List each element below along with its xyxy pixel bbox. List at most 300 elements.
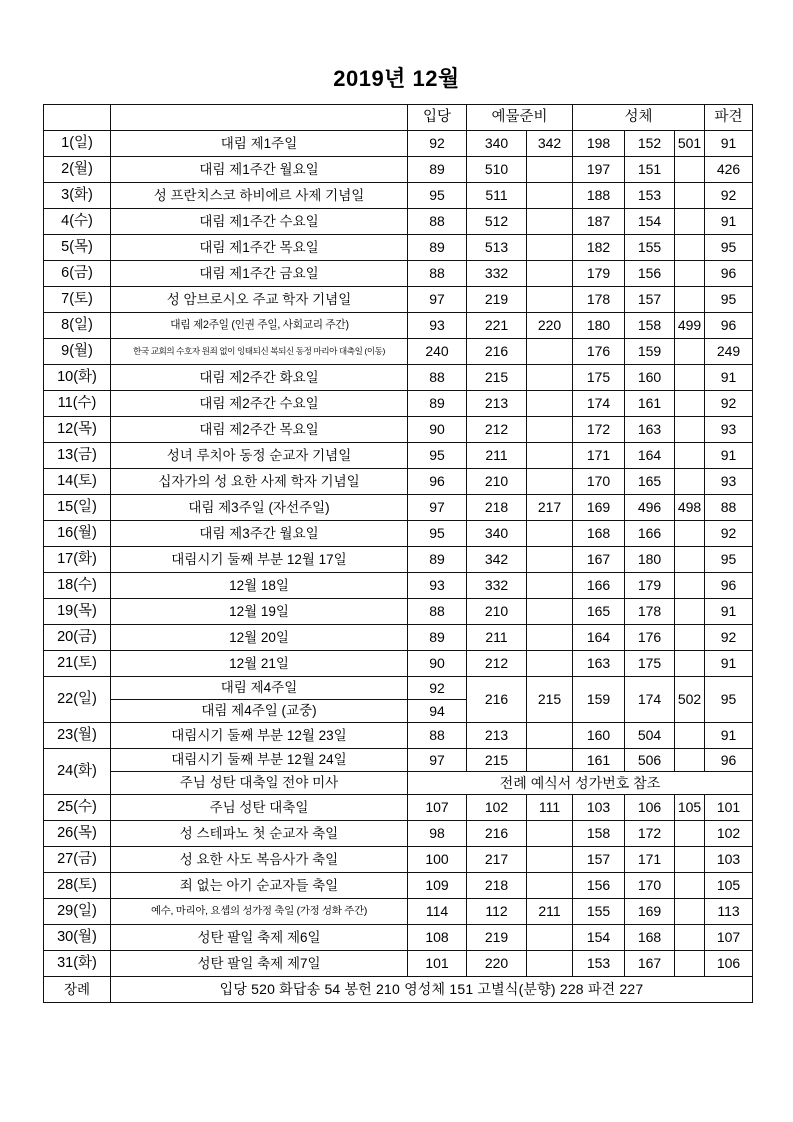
- header-date: [44, 105, 111, 131]
- row-hymn-number: 90: [408, 651, 467, 677]
- row-hymn-empty: [527, 625, 573, 651]
- row-hymn-empty: [675, 951, 705, 977]
- row-hymn-empty: [675, 209, 705, 235]
- header-entrance: 입당: [408, 105, 467, 131]
- row-hymn-number: 160: [625, 365, 675, 391]
- table-row: [44, 795, 753, 821]
- row-hymn-number: 112: [467, 899, 527, 925]
- row-hymn-number: 89: [408, 157, 467, 183]
- row-hymn-number: 175: [625, 651, 675, 677]
- row-hymn-number: 240: [408, 339, 467, 365]
- row-celebration-name: 대림 제1주일: [111, 131, 408, 157]
- row-hymn-empty: [527, 749, 573, 772]
- row-hymn-number: 187: [573, 209, 625, 235]
- row-hymn-number: 106: [625, 795, 675, 821]
- row-hymn-empty: [527, 651, 573, 677]
- row-hymn-number: 93: [705, 417, 753, 443]
- row-date: 26(목): [44, 821, 111, 847]
- row-hymn-number: 215: [467, 749, 527, 772]
- table-row: [44, 547, 753, 573]
- row-celebration-name: 대림 제3주일 (자선주일): [111, 495, 408, 521]
- table-row: [44, 131, 753, 157]
- row-hymn-number: 100: [408, 847, 467, 873]
- row-hymn-number: 211: [467, 443, 527, 469]
- row-hymn-number: 332: [467, 573, 527, 599]
- row-hymn-number: 105: [705, 873, 753, 899]
- row-hymn-empty: [527, 925, 573, 951]
- row-hymn-number: 172: [573, 417, 625, 443]
- row-hymn-number: 212: [467, 651, 527, 677]
- row-hymn-number: 92: [705, 183, 753, 209]
- row-hymn-empty: [675, 573, 705, 599]
- row-hymn-number: 169: [625, 899, 675, 925]
- table-row-24a: [44, 749, 753, 772]
- row-hymn-number: 182: [573, 235, 625, 261]
- row-date: 27(금): [44, 847, 111, 873]
- row-hymn-number: 88: [408, 261, 467, 287]
- table-row: [44, 951, 753, 977]
- row-hymn-number: 155: [625, 235, 675, 261]
- row-celebration-name: 죄 없는 아기 순교자들 축일: [111, 873, 408, 899]
- header-name: [111, 105, 408, 131]
- row-hymn-number: 92: [408, 131, 467, 157]
- table-footer-row: [44, 977, 753, 1003]
- row-hymn-number: 178: [573, 287, 625, 313]
- row-hymn-empty: [527, 547, 573, 573]
- row-hymn-number: 95: [705, 677, 753, 723]
- row-hymn-number: 219: [467, 925, 527, 951]
- row-hymn-empty: [675, 925, 705, 951]
- row-hymn-empty: [527, 339, 573, 365]
- row-hymn-empty: [527, 391, 573, 417]
- row-hymn-number: 221: [467, 313, 527, 339]
- row-hymn-number: 174: [573, 391, 625, 417]
- row-hymn-number: 216: [467, 821, 527, 847]
- row-hymn-number: 96: [408, 469, 467, 495]
- row-celebration-name: 대림 제1주간 수요일: [111, 209, 408, 235]
- table-row: [44, 261, 753, 287]
- row-hymn-empty: [527, 235, 573, 261]
- row-date: 17(화): [44, 547, 111, 573]
- table-row: [44, 521, 753, 547]
- row-date: 30(월): [44, 925, 111, 951]
- row-hymn-number: 96: [705, 313, 753, 339]
- row-hymn-number: 107: [408, 795, 467, 821]
- table-row: [44, 899, 753, 925]
- row-hymn-empty: [527, 723, 573, 749]
- liturgical-hymn-table: [43, 104, 753, 1003]
- row-celebration-name: 성 요한 사도 복음사가 축일: [111, 847, 408, 873]
- row-hymn-number: 97: [408, 287, 467, 313]
- row-date: 16(월): [44, 521, 111, 547]
- row-date: 1(일): [44, 131, 111, 157]
- row-hymn-number: 108: [408, 925, 467, 951]
- row-hymn-number: 98: [408, 821, 467, 847]
- page-title: 2019년 12월: [333, 66, 460, 91]
- row-celebration-name: 대림시기 둘째 부분 12월 17일: [111, 547, 408, 573]
- row-hymn-number: 496: [625, 495, 675, 521]
- row-hymn-number: 213: [467, 391, 527, 417]
- row-celebration-name: 12월 19일: [111, 599, 408, 625]
- row-hymn-empty: [675, 287, 705, 313]
- row-celebration-name: 대림시기 둘째 부분 12월 23일: [111, 723, 408, 749]
- row-date: 31(화): [44, 951, 111, 977]
- row-hymn-number: 164: [573, 625, 625, 651]
- row-hymn-number: 220: [467, 951, 527, 977]
- row-hymn-number: 161: [573, 749, 625, 772]
- row-hymn-empty: [675, 391, 705, 417]
- row-hymn-number: 103: [573, 795, 625, 821]
- row-hymn-number: 102: [705, 821, 753, 847]
- row-hymn-empty: [527, 417, 573, 443]
- row-hymn-number: 96: [705, 261, 753, 287]
- row-hymn-number: 95: [705, 547, 753, 573]
- row-hymn-empty: [675, 417, 705, 443]
- row-hymn-number: 426: [705, 157, 753, 183]
- table-row: [44, 599, 753, 625]
- row-celebration-name: 주님 성탄 대축일: [111, 795, 408, 821]
- header-row: [44, 105, 753, 131]
- row-hymn-number: 166: [573, 573, 625, 599]
- table-row: [44, 287, 753, 313]
- row-celebration-name: 십자가의 성 요한 사제 학자 기념일: [111, 469, 408, 495]
- row-date: 13(금): [44, 443, 111, 469]
- row-hymn-number: 179: [625, 573, 675, 599]
- row-hymn-number: 96: [705, 573, 753, 599]
- table-row: [44, 235, 753, 261]
- row-hymn-number: 93: [705, 469, 753, 495]
- row-hymn-number: 174: [625, 677, 675, 723]
- row-hymn-number: 91: [705, 599, 753, 625]
- row-hymn-number: 342: [467, 547, 527, 573]
- row-date: 23(월): [44, 723, 111, 749]
- row-hymn-number: 91: [705, 209, 753, 235]
- row-hymn-number: 88: [408, 365, 467, 391]
- row-hymn-number: 513: [467, 235, 527, 261]
- row-hymn-number: 94: [408, 700, 467, 723]
- row-hymn-empty: [675, 183, 705, 209]
- row-hymn-number: 168: [573, 521, 625, 547]
- row-hymn-number: 340: [467, 131, 527, 157]
- row-hymn-number: 499: [675, 313, 705, 339]
- row-hymn-number: 101: [408, 951, 467, 977]
- row-celebration-name: 대림 제4주일: [111, 677, 408, 700]
- row-date: 12(목): [44, 417, 111, 443]
- row-hymn-number: 111: [527, 795, 573, 821]
- row-hymn-number: 340: [467, 521, 527, 547]
- row-hymn-number: 161: [625, 391, 675, 417]
- row-date: 28(토): [44, 873, 111, 899]
- row-hymn-number: 158: [625, 313, 675, 339]
- row-hymn-number: 153: [573, 951, 625, 977]
- row-hymn-number: 342: [527, 131, 573, 157]
- row-celebration-name: 대림시기 둘째 부분 12월 24일: [111, 749, 408, 772]
- table-row: [44, 873, 753, 899]
- row-hymn-number: 504: [625, 723, 675, 749]
- row-celebration-name: 성탄 팔일 축제 제6일: [111, 925, 408, 951]
- row-hymn-number: 157: [625, 287, 675, 313]
- table-row: [44, 847, 753, 873]
- row-date: 9(월): [44, 339, 111, 365]
- row-date: 21(토): [44, 651, 111, 677]
- row-hymn-number: 95: [408, 183, 467, 209]
- row-hymn-number: 91: [705, 131, 753, 157]
- row-hymn-number: 179: [573, 261, 625, 287]
- row-hymn-empty: [527, 261, 573, 287]
- row-hymn-number: 101: [705, 795, 753, 821]
- row-hymn-empty: [675, 365, 705, 391]
- row-hymn-number: 93: [408, 313, 467, 339]
- row-hymn-empty: [675, 651, 705, 677]
- row-hymn-number: 167: [625, 951, 675, 977]
- row-hymn-number: 156: [625, 261, 675, 287]
- row-hymn-number: 96: [705, 749, 753, 772]
- row-hymn-number: 91: [705, 365, 753, 391]
- row-hymn-number: 211: [467, 625, 527, 651]
- table-row: [44, 573, 753, 599]
- row-hymn-empty: [527, 873, 573, 899]
- row-celebration-name: 대림 제2주간 화요일: [111, 365, 408, 391]
- row-hymn-number: 154: [625, 209, 675, 235]
- row-hymn-number: 216: [467, 339, 527, 365]
- row-hymn-number: 97: [408, 749, 467, 772]
- row-celebration-name: 대림 제4주일 (교중): [111, 700, 408, 723]
- row-hymn-number: 95: [705, 287, 753, 313]
- row-date: 6(금): [44, 261, 111, 287]
- row-celebration-name: 주님 성탄 대축일 전야 미사: [111, 772, 408, 795]
- row-hymn-number: 502: [675, 677, 705, 723]
- row-hymn-number: 216: [467, 677, 527, 723]
- table-row: [44, 313, 753, 339]
- row-hymn-empty: [527, 209, 573, 235]
- row-hymn-empty: [675, 157, 705, 183]
- row-hymn-empty: [675, 723, 705, 749]
- row-hymn-empty: [527, 157, 573, 183]
- row-hymn-number: 211: [527, 899, 573, 925]
- row-hymn-empty: [527, 469, 573, 495]
- row-date: 25(수): [44, 795, 111, 821]
- row-hymn-number: 88: [705, 495, 753, 521]
- row-hymn-number: 215: [467, 365, 527, 391]
- row-hymn-number: 114: [408, 899, 467, 925]
- row-hymn-number: 180: [573, 313, 625, 339]
- row-hymn-number: 153: [625, 183, 675, 209]
- row-hymn-number: 220: [527, 313, 573, 339]
- row-celebration-name: 대림 제2주간 목요일: [111, 417, 408, 443]
- row-hymn-number: 501: [675, 131, 705, 157]
- row-hymn-number: 171: [573, 443, 625, 469]
- row-hymn-empty: [675, 443, 705, 469]
- row-date: 24(화): [44, 749, 111, 795]
- row-hymn-number: 91: [705, 723, 753, 749]
- row-hymn-number: 159: [625, 339, 675, 365]
- row-hymn-number: 510: [467, 157, 527, 183]
- row-hymn-number: 198: [573, 131, 625, 157]
- row-hymn-number: 107: [705, 925, 753, 951]
- row-hymn-number: 332: [467, 261, 527, 287]
- footer-text: 입당 520 화답송 54 봉헌 210 영성체 151 고별식(분향) 228 파견 227: [111, 977, 753, 1003]
- table-row-22a: [44, 677, 753, 700]
- table-row: [44, 625, 753, 651]
- row-hymn-number: 170: [625, 873, 675, 899]
- row-date: 5(목): [44, 235, 111, 261]
- row-date: 20(금): [44, 625, 111, 651]
- row-hymn-empty: [527, 521, 573, 547]
- row-hymn-number: 95: [705, 235, 753, 261]
- row-celebration-name: 한국 교회의 수호자 원죄 없이 잉태되신 복되신 동정 마리아 대축일 (이동): [111, 339, 408, 365]
- row-hymn-empty: [675, 873, 705, 899]
- row-hymn-number: 159: [573, 677, 625, 723]
- row-hymn-number: 92: [705, 625, 753, 651]
- footer-label: 장례: [44, 977, 111, 1003]
- row-date: 2(월): [44, 157, 111, 183]
- row-hymn-number: 171: [625, 847, 675, 873]
- row-hymn-empty: [527, 951, 573, 977]
- row-hymn-number: 176: [573, 339, 625, 365]
- row-hymn-number: 163: [573, 651, 625, 677]
- row-hymn-number: 91: [705, 443, 753, 469]
- row-date: 29(일): [44, 899, 111, 925]
- row-hymn-number: 89: [408, 391, 467, 417]
- row-hymn-empty: [675, 339, 705, 365]
- row-hymn-empty: [675, 599, 705, 625]
- row-hymn-number: 105: [675, 795, 705, 821]
- row-hymn-number: 188: [573, 183, 625, 209]
- row-hymn-number: 155: [573, 899, 625, 925]
- table-row: [44, 157, 753, 183]
- row-date: 10(화): [44, 365, 111, 391]
- row-celebration-name: 12월 20일: [111, 625, 408, 651]
- row-celebration-name: 성탄 팔일 축제 제7일: [111, 951, 408, 977]
- row-hymn-empty: [675, 899, 705, 925]
- row-hymn-number: 164: [625, 443, 675, 469]
- row-date: 3(화): [44, 183, 111, 209]
- row-hymn-note: 전례 예식서 성가번호 참조: [408, 772, 753, 795]
- row-hymn-empty: [675, 547, 705, 573]
- row-hymn-number: 213: [467, 723, 527, 749]
- table-body: [44, 131, 753, 1003]
- row-date: 7(토): [44, 287, 111, 313]
- row-date: 19(목): [44, 599, 111, 625]
- row-hymn-number: 156: [573, 873, 625, 899]
- row-hymn-empty: [527, 443, 573, 469]
- row-hymn-number: 157: [573, 847, 625, 873]
- table-row: [44, 339, 753, 365]
- row-hymn-empty: [527, 599, 573, 625]
- row-hymn-empty: [675, 469, 705, 495]
- row-celebration-name: 대림 제2주간 수요일: [111, 391, 408, 417]
- row-hymn-number: 511: [467, 183, 527, 209]
- row-celebration-name: 대림 제1주간 금요일: [111, 261, 408, 287]
- row-hymn-empty: [675, 261, 705, 287]
- row-hymn-number: 151: [625, 157, 675, 183]
- row-hymn-empty: [527, 573, 573, 599]
- row-hymn-number: 170: [573, 469, 625, 495]
- row-hymn-number: 176: [625, 625, 675, 651]
- row-hymn-number: 498: [675, 495, 705, 521]
- row-hymn-empty: [527, 183, 573, 209]
- row-celebration-name: 대림 제2주일 (인권 주일, 사회교리 주간): [115, 313, 403, 339]
- row-hymn-number: 103: [705, 847, 753, 873]
- row-hymn-number: 175: [573, 365, 625, 391]
- row-hymn-number: 102: [467, 795, 527, 821]
- row-hymn-number: 97: [408, 495, 467, 521]
- table-row: [44, 925, 753, 951]
- row-hymn-number: 154: [573, 925, 625, 951]
- row-date: 8(일): [44, 313, 111, 339]
- table-row: [44, 495, 753, 521]
- header-dismissal: 파견: [705, 105, 753, 131]
- row-hymn-number: 92: [705, 391, 753, 417]
- table-row: [44, 417, 753, 443]
- row-celebration-name: 예수, 마리아, 요셉의 성가정 축일 (가정 성화 주간): [111, 899, 408, 925]
- row-hymn-number: 168: [625, 925, 675, 951]
- row-hymn-number: 92: [408, 677, 467, 700]
- row-hymn-number: 249: [705, 339, 753, 365]
- row-hymn-number: 167: [573, 547, 625, 573]
- row-hymn-number: 215: [527, 677, 573, 723]
- row-hymn-number: 152: [625, 131, 675, 157]
- row-celebration-name: 대림 제1주간 목요일: [111, 235, 408, 261]
- row-hymn-number: 219: [467, 287, 527, 313]
- row-hymn-empty: [527, 365, 573, 391]
- row-hymn-number: 89: [408, 235, 467, 261]
- row-hymn-number: 210: [467, 469, 527, 495]
- table-row: [44, 183, 753, 209]
- row-hymn-number: 88: [408, 723, 467, 749]
- row-celebration-name: 12월 18일: [111, 573, 408, 599]
- row-celebration-name: 성녀 루치아 동정 순교자 기념일: [111, 443, 408, 469]
- row-date: 14(토): [44, 469, 111, 495]
- row-hymn-number: 212: [467, 417, 527, 443]
- row-hymn-number: 92: [705, 521, 753, 547]
- row-hymn-number: 89: [408, 547, 467, 573]
- row-hymn-number: 88: [408, 599, 467, 625]
- row-hymn-number: 506: [625, 749, 675, 772]
- row-hymn-number: 172: [625, 821, 675, 847]
- table-row: [44, 469, 753, 495]
- row-hymn-number: 217: [527, 495, 573, 521]
- row-date: 18(수): [44, 573, 111, 599]
- row-hymn-empty: [675, 749, 705, 772]
- row-hymn-empty: [675, 625, 705, 651]
- row-celebration-name: 12월 21일: [111, 651, 408, 677]
- row-celebration-name: 성 암브로시오 주교 학자 기념일: [111, 287, 408, 313]
- row-hymn-number: 512: [467, 209, 527, 235]
- row-date: 11(수): [44, 391, 111, 417]
- table-row: [44, 391, 753, 417]
- row-hymn-number: 89: [408, 625, 467, 651]
- header-offertory: 예물준비: [467, 105, 573, 131]
- row-hymn-number: 90: [408, 417, 467, 443]
- row-hymn-number: 95: [408, 443, 467, 469]
- table-head: [44, 105, 753, 131]
- row-hymn-number: 95: [408, 521, 467, 547]
- table-row: [44, 723, 753, 749]
- row-hymn-number: 160: [573, 723, 625, 749]
- row-hymn-number: 88: [408, 209, 467, 235]
- row-hymn-number: 166: [625, 521, 675, 547]
- row-hymn-number: 158: [573, 821, 625, 847]
- table-row: [44, 209, 753, 235]
- row-hymn-number: 165: [625, 469, 675, 495]
- row-hymn-empty: [675, 235, 705, 261]
- row-hymn-number: 109: [408, 873, 467, 899]
- row-hymn-number: 165: [573, 599, 625, 625]
- row-date: 15(일): [44, 495, 111, 521]
- row-hymn-number: 178: [625, 599, 675, 625]
- row-celebration-name: 대림 제3주간 월요일: [111, 521, 408, 547]
